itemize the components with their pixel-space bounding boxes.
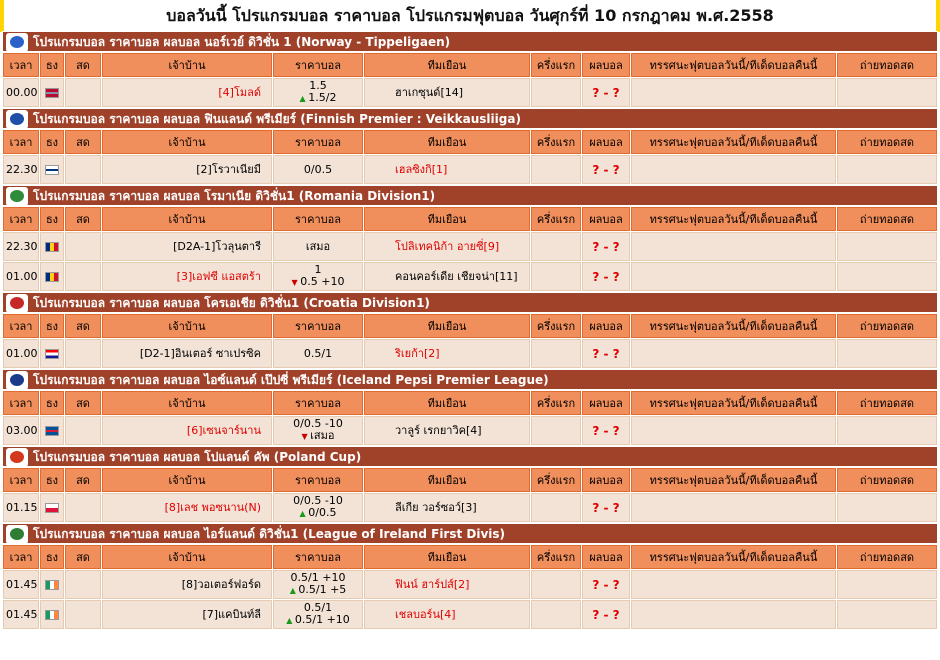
column-header: เวลา — [3, 314, 39, 338]
match-table — [2, 206, 938, 292]
match-row — [3, 600, 937, 629]
halftime-score — [531, 600, 581, 629]
away-team[interactable]: ลีเกีย วอร์ซอว์[3] — [364, 493, 530, 522]
column-header: ผลบอล — [582, 468, 630, 492]
away-team[interactable]: เชลบอร์น[4] — [364, 600, 530, 629]
ireland-flag-icon — [45, 580, 59, 590]
odds-line — [274, 614, 362, 627]
odds-value: 0.5/1 — [303, 601, 333, 614]
league-title[interactable]: โปรแกรมบอล ราคาบอล ผลบอล ไอซ์แลนด์ เป๊ปซี่ พรีเมียร์ (Iceland Pepsi Premier League) — [33, 373, 549, 387]
away-team[interactable]: ริเยก้า[2] — [364, 339, 530, 368]
column-header: สด — [65, 545, 101, 569]
romania-flag-icon — [45, 272, 59, 282]
column-header: ผลบอล — [582, 207, 630, 231]
odds-cell — [273, 155, 363, 184]
league-header[interactable] — [2, 185, 938, 206]
column-header: เจ้าบ้าน — [102, 545, 272, 569]
home-team[interactable]: [7]แคบินท์ลี — [102, 600, 272, 629]
full-time-score[interactable]: ? - ? — [582, 493, 630, 522]
column-header: ถ่ายทอดสด — [837, 207, 937, 231]
league-logo-mark — [10, 36, 24, 48]
column-header: เวลา — [3, 468, 39, 492]
match-row — [3, 232, 937, 261]
arrow-up-icon: ▲ — [299, 94, 309, 103]
column-header: ทรรศนะฟุตบอลวันนี้/ทีเด็ดบอลคืนนี้ — [631, 53, 836, 77]
header-row — [3, 468, 937, 492]
home-team[interactable]: [D2-1]อินเตอร์ ซาเปรซิค — [102, 339, 272, 368]
arrow-up-icon: ▲ — [299, 509, 309, 518]
column-header: ธง — [40, 545, 64, 569]
live-broadcast-cell[interactable] — [837, 493, 937, 522]
odds-value: 0.5/1 +10 — [294, 613, 350, 626]
live-broadcast-cell[interactable] — [837, 155, 937, 184]
full-time-score[interactable]: ? - ? — [582, 232, 630, 261]
full-time-score[interactable]: ? - ? — [582, 570, 630, 599]
kickoff-time: 22.30 — [3, 232, 39, 261]
kickoff-time: 01.15 — [3, 493, 39, 522]
column-header: ทีมเยือน — [364, 468, 530, 492]
odds-cell — [273, 339, 363, 368]
column-header: ธง — [40, 391, 64, 415]
odds-value: 0.5 +10 — [300, 275, 345, 288]
column-header: ทีมเยือน — [364, 391, 530, 415]
column-header: ผลบอล — [582, 314, 630, 338]
header-row — [3, 53, 937, 77]
odds-cell — [273, 78, 363, 107]
arrow-up-icon: ▲ — [286, 616, 295, 625]
odds-line — [274, 584, 362, 597]
halftime-score — [531, 78, 581, 107]
column-header: สด — [65, 391, 101, 415]
home-team[interactable]: [D2A-1]โวลุนตารี — [102, 232, 272, 261]
odds-cell — [273, 570, 363, 599]
odds-cell — [273, 416, 363, 445]
halftime-score — [531, 262, 581, 291]
header-row — [3, 130, 937, 154]
flag-cell — [40, 155, 64, 184]
column-header: เจ้าบ้าน — [102, 468, 272, 492]
arrow-up-icon: ▲ — [289, 586, 299, 595]
full-time-score[interactable]: ? - ? — [582, 78, 630, 107]
flag-cell — [40, 493, 64, 522]
match-table — [2, 390, 938, 446]
halftime-score — [531, 232, 581, 261]
league-title[interactable]: โปรแกรมบอล ราคาบอล ผลบอล โรมาเนีย ดิวิชั่น1 (Romania Division1) — [33, 189, 436, 203]
odds-line — [274, 507, 362, 520]
flag-cell — [40, 232, 64, 261]
match-row — [3, 78, 937, 107]
column-header: ราคาบอล — [273, 545, 363, 569]
norway-flag-icon — [45, 88, 59, 98]
match-row — [3, 262, 937, 291]
column-header: ราคาบอล — [273, 468, 363, 492]
league-header[interactable] — [2, 446, 938, 467]
odds-value: เสมอ — [310, 429, 335, 442]
column-header: เจ้าบ้าน — [102, 207, 272, 231]
odds-value: 1.5/2 — [308, 91, 337, 104]
match-table — [2, 313, 938, 369]
live-cell[interactable] — [65, 339, 101, 368]
column-header: ครึ่งแรก — [531, 130, 581, 154]
column-header: สด — [65, 130, 101, 154]
home-team[interactable]: [6]เซนจาร์นาน — [102, 416, 272, 445]
league-logo-icon — [6, 110, 28, 129]
league-logo-icon — [6, 371, 28, 390]
halftime-score — [531, 155, 581, 184]
column-header: ถ่ายทอดสด — [837, 391, 937, 415]
odds-value: 0.5/1 +10 — [290, 571, 346, 584]
column-header: ครึ่งแรก — [531, 53, 581, 77]
odds-value: 0/0.5 — [303, 162, 333, 176]
leagues-container — [2, 31, 938, 630]
league-header[interactable] — [2, 31, 938, 52]
live-broadcast-cell[interactable] — [837, 78, 937, 107]
analysis-cell[interactable] — [631, 155, 836, 184]
analysis-cell[interactable] — [631, 339, 836, 368]
odds-cell — [273, 493, 363, 522]
header-row — [3, 314, 937, 338]
odds-value: 0/0.5 -10 — [293, 417, 343, 430]
match-row — [3, 339, 937, 368]
poland-flag-icon — [45, 503, 59, 513]
column-header: ทรรศนะฟุตบอลวันนี้/ทีเด็ดบอลคืนนี้ — [631, 391, 836, 415]
column-header: ทรรศนะฟุตบอลวันนี้/ทีเด็ดบอลคืนนี้ — [631, 314, 836, 338]
flag-cell — [40, 262, 64, 291]
odds-cell — [273, 232, 363, 261]
column-header: ผลบอล — [582, 391, 630, 415]
away-team[interactable]: ฮาเกซุนด์[14] — [364, 78, 530, 107]
column-header: ราคาบอล — [273, 53, 363, 77]
column-header: ราคาบอล — [273, 314, 363, 338]
league-header[interactable] — [2, 108, 938, 129]
league-logo-mark — [10, 528, 24, 540]
column-header: ธง — [40, 314, 64, 338]
live-broadcast-cell[interactable] — [837, 570, 937, 599]
league-title[interactable]: โปรแกรมบอล ราคาบอล ผลบอล โครเอเชีย ดิวิชั่น1 (Croatia Division1) — [33, 296, 430, 310]
match-row — [3, 416, 937, 445]
analysis-cell[interactable] — [631, 232, 836, 261]
column-header: ถ่ายทอดสด — [837, 545, 937, 569]
column-header: สด — [65, 468, 101, 492]
flag-cell — [40, 339, 64, 368]
column-header: ครึ่งแรก — [531, 391, 581, 415]
column-header: ถ่ายทอดสด — [837, 53, 937, 77]
odds-value: 1 — [314, 263, 322, 276]
league-logo-mark — [10, 113, 24, 125]
analysis-cell[interactable] — [631, 78, 836, 107]
odds-cell — [273, 262, 363, 291]
away-team[interactable]: ฟินน์ ฮาร์ปส์[2] — [364, 570, 530, 599]
league-logo-icon — [6, 33, 28, 52]
odds-line — [274, 164, 362, 176]
column-header: เวลา — [3, 53, 39, 77]
ireland-flag-icon — [45, 610, 59, 620]
column-header: เวลา — [3, 207, 39, 231]
kickoff-time: 01.45 — [3, 570, 39, 599]
match-row — [3, 155, 937, 184]
odds-cell — [273, 600, 363, 629]
league-logo-icon — [6, 294, 28, 313]
finland-flag-icon — [45, 165, 59, 175]
league-title[interactable]: โปรแกรมบอล ราคาบอล ผลบอล ไอร์แลนด์ ดิวิชั่น1 (League of Ireland First Divis) — [33, 527, 506, 541]
column-header: ธง — [40, 130, 64, 154]
live-cell[interactable] — [65, 232, 101, 261]
odds-value: 0.5/1 +5 — [298, 583, 347, 596]
league-logo-mark — [10, 297, 24, 309]
odds-value: 0/0.5 — [308, 506, 337, 519]
kickoff-time: 01.00 — [3, 262, 39, 291]
column-header: ธง — [40, 468, 64, 492]
column-header: ธง — [40, 207, 64, 231]
match-table — [2, 544, 938, 630]
iceland-flag-icon — [45, 426, 59, 436]
away-team[interactable]: โปลิเทคนิก้า อายซี่[9] — [364, 232, 530, 261]
column-header: ราคาบอล — [273, 391, 363, 415]
halftime-score — [531, 493, 581, 522]
halftime-score — [531, 416, 581, 445]
odds-value: 0.5/1 — [303, 346, 333, 360]
live-cell[interactable] — [65, 570, 101, 599]
league-header[interactable] — [2, 292, 938, 313]
league-logo-icon — [6, 525, 28, 544]
live-cell[interactable] — [65, 416, 101, 445]
live-cell[interactable] — [65, 262, 101, 291]
league-header[interactable] — [2, 523, 938, 544]
odds-value: เสมอ — [305, 239, 331, 253]
column-header: ราคาบอล — [273, 207, 363, 231]
column-header: ธง — [40, 53, 64, 77]
column-header: ถ่ายทอดสด — [837, 314, 937, 338]
full-time-score[interactable]: ? - ? — [582, 155, 630, 184]
analysis-cell[interactable] — [631, 570, 836, 599]
kickoff-time: 01.45 — [3, 600, 39, 629]
analysis-cell[interactable] — [631, 493, 836, 522]
live-cell[interactable] — [65, 78, 101, 107]
league-logo-mark — [10, 374, 24, 386]
header-row — [3, 545, 937, 569]
column-header: ทรรศนะฟุตบอลวันนี้/ทีเด็ดบอลคืนนี้ — [631, 468, 836, 492]
live-broadcast-cell[interactable] — [837, 416, 937, 445]
column-header: ทรรศนะฟุตบอลวันนี้/ทีเด็ดบอลคืนนี้ — [631, 545, 836, 569]
away-team[interactable]: วาลูร์ เรกยาวิค[4] — [364, 416, 530, 445]
live-broadcast-cell[interactable] — [837, 232, 937, 261]
arrow-down-icon: ▼ — [301, 432, 311, 441]
analysis-cell[interactable] — [631, 416, 836, 445]
page-title: บอลวันนี้ โปรแกรมบอล ราคาบอล โปรแกรมฟุตบอล วันศุกร์ที่ 10 กรกฎาคม พ.ศ.2558 — [166, 6, 774, 25]
odds-line — [274, 241, 362, 253]
column-header: สด — [65, 53, 101, 77]
column-header: สด — [65, 207, 101, 231]
analysis-cell[interactable] — [631, 262, 836, 291]
live-cell[interactable] — [65, 155, 101, 184]
match-table — [2, 467, 938, 523]
column-header: ทีมเยือน — [364, 545, 530, 569]
kickoff-time: 01.00 — [3, 339, 39, 368]
live-broadcast-cell[interactable] — [837, 339, 937, 368]
odds-value: 1.5 — [309, 79, 327, 92]
match-table — [2, 129, 938, 185]
column-header: เวลา — [3, 545, 39, 569]
column-header: ผลบอล — [582, 53, 630, 77]
column-header: เจ้าบ้าน — [102, 391, 272, 415]
romania-flag-icon — [45, 242, 59, 252]
home-team[interactable]: [8]วอเตอร์ฟอร์ด — [102, 570, 272, 599]
live-cell[interactable] — [65, 600, 101, 629]
arrow-down-icon: ▼ — [291, 278, 301, 287]
full-time-score[interactable]: ? - ? — [582, 600, 630, 629]
odds-value: 0/0.5 -10 — [293, 494, 343, 507]
column-header: สด — [65, 314, 101, 338]
full-time-score[interactable]: ? - ? — [582, 262, 630, 291]
league-title[interactable]: โปรแกรมบอล ราคาบอล ผลบอล ฟินแลนด์ พรีเมียร์ (Finnish Premier : Veikkausliiga) — [33, 112, 521, 126]
flag-cell — [40, 78, 64, 107]
column-header: ผลบอล — [582, 130, 630, 154]
full-time-score[interactable]: ? - ? — [582, 339, 630, 368]
flag-cell — [40, 600, 64, 629]
column-header: ทีมเยือน — [364, 314, 530, 338]
home-team[interactable]: [2]โรวาเนียมี — [102, 155, 272, 184]
home-team[interactable]: [4]โมลด์ — [102, 78, 272, 107]
column-header: ครึ่งแรก — [531, 207, 581, 231]
kickoff-time: 22.30 — [3, 155, 39, 184]
croatia-flag-icon — [45, 349, 59, 359]
halftime-score — [531, 570, 581, 599]
home-team[interactable]: [8]เลช พอซนาน(N) — [102, 493, 272, 522]
odds-line — [274, 348, 362, 360]
home-team[interactable]: [3]เอฟซี แอสตร้า — [102, 262, 272, 291]
column-header: ทรรศนะฟุตบอลวันนี้/ทีเด็ดบอลคืนนี้ — [631, 207, 836, 231]
full-time-score[interactable]: ? - ? — [582, 416, 630, 445]
away-team[interactable]: คอนคอร์เดีย เชียจน่า[11] — [364, 262, 530, 291]
column-header: เจ้าบ้าน — [102, 314, 272, 338]
column-header: ครึ่งแรก — [531, 545, 581, 569]
column-header: เวลา — [3, 130, 39, 154]
kickoff-time: 00.00 — [3, 78, 39, 107]
flag-cell — [40, 570, 64, 599]
column-header: ครึ่งแรก — [531, 314, 581, 338]
column-header: ครึ่งแรก — [531, 468, 581, 492]
odds-line — [274, 276, 362, 289]
header-row — [3, 391, 937, 415]
column-header: ทีมเยือน — [364, 207, 530, 231]
live-broadcast-cell[interactable] — [837, 262, 937, 291]
live-cell[interactable] — [65, 493, 101, 522]
column-header: เจ้าบ้าน — [102, 53, 272, 77]
league-logo-mark — [10, 190, 24, 202]
match-row — [3, 493, 937, 522]
league-title[interactable]: โปรแกรมบอล ราคาบอล ผลบอล โปแลนด์ คัพ (Poland Cup) — [33, 450, 362, 464]
analysis-cell[interactable] — [631, 600, 836, 629]
kickoff-time: 03.00 — [3, 416, 39, 445]
league-logo-icon — [6, 448, 28, 467]
league-title[interactable]: โปรแกรมบอล ราคาบอล ผลบอล นอร์เวย์ ดิวิชั่น 1 (Norway - Tippeligaen) — [33, 35, 451, 49]
league-header[interactable] — [2, 369, 938, 390]
column-header: ทรรศนะฟุตบอลวันนี้/ทีเด็ดบอลคืนนี้ — [631, 130, 836, 154]
live-broadcast-cell[interactable] — [837, 600, 937, 629]
column-header: ราคาบอล — [273, 130, 363, 154]
column-header: ถ่ายทอดสด — [837, 468, 937, 492]
column-header: ถ่ายทอดสด — [837, 130, 937, 154]
odds-line — [274, 92, 362, 105]
halftime-score — [531, 339, 581, 368]
league-logo-icon — [6, 187, 28, 206]
column-header: เวลา — [3, 391, 39, 415]
league-logo-mark — [10, 451, 24, 463]
column-header: ทีมเยือน — [364, 53, 530, 77]
header-row — [3, 207, 937, 231]
flag-cell — [40, 416, 64, 445]
match-row — [3, 570, 937, 599]
odds-line — [274, 430, 362, 443]
column-header: เจ้าบ้าน — [102, 130, 272, 154]
column-header: ทีมเยือน — [364, 130, 530, 154]
match-table — [2, 52, 938, 108]
away-team[interactable]: เฮลซิงกิ[1] — [364, 155, 530, 184]
column-header: ผลบอล — [582, 545, 630, 569]
